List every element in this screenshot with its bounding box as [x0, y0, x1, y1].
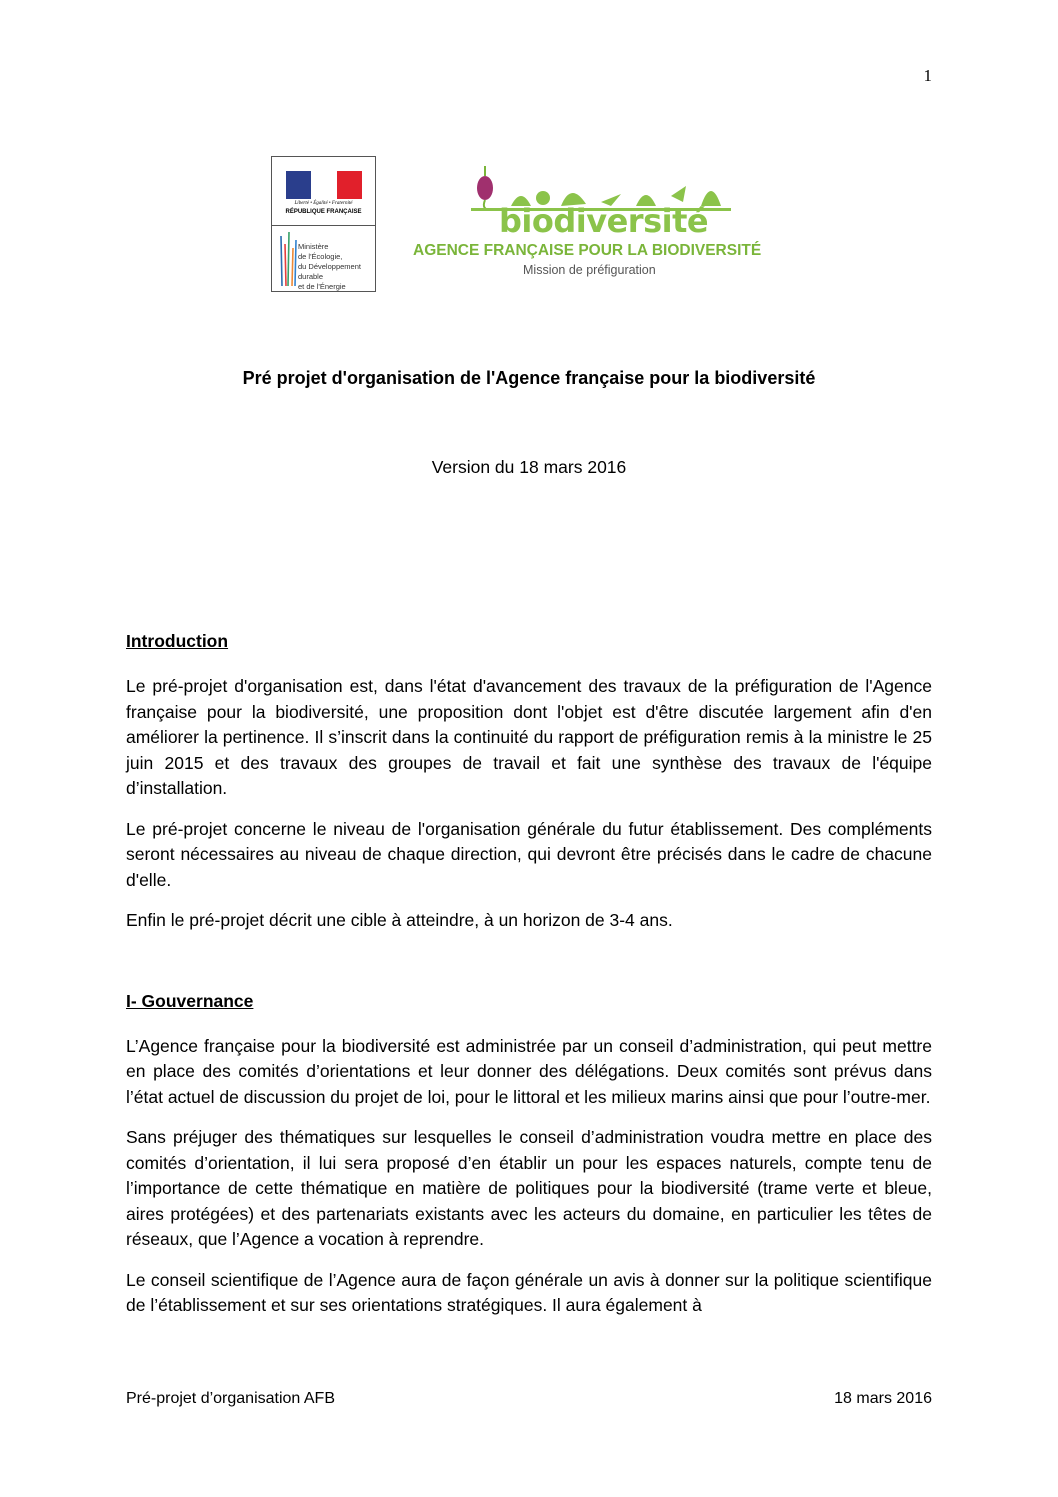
french-flag-icon	[286, 171, 362, 199]
republic-name: RÉPUBLIQUE FRANÇAISE	[285, 209, 362, 215]
ministry-block	[272, 226, 375, 292]
document-title: Pré projet d'organisation de l'Agence française pour la biodiversité	[242, 368, 816, 388]
paragraph: Le conseil scientifique de l’Agence aura de façon générale un avis à donner sur la politique scientifique de l’établissement et sur ses orientations stratégiques. Il aura également à	[126, 1269, 932, 1315]
paragraph: Enfin le pré-projet décrit une cible à atteindre, à un horizon de 3-4 ans.	[126, 910, 673, 930]
document-version: Version du 18 mars 2016	[431, 457, 627, 477]
afb-agency-name: AGENCE FRANÇAISE POUR LA BIODIVERSITÉ	[413, 242, 762, 259]
afb-mission-tagline: Mission de préfiguration	[523, 263, 656, 277]
section-spacer	[126, 949, 932, 988]
page-number: 1	[923, 66, 932, 85]
marianne-block	[272, 157, 375, 226]
paragraph: Sans préjuger des thématiques sur lesquelles le conseil d’administration voudra mettre en place des comités d’orientation, il lui sera proposé d’en établir un pour les espaces naturels, compte tenu de l’importance de cette thématique en matière de politiques pour la biodiversité (trame verte et bleue, aires protégées) et des partenariats existants avec les acteurs du domaine, en particulier les têtes de réseaux, que l’Agence a vocation à reprendre.	[126, 1127, 932, 1249]
paragraph: Le pré-projet concerne le niveau de l'organisation générale du futur établissement. Des compléments seront nécessaires au niveau de chaque direction, qui devront être précisés dans le cadre de chacune d'elle.	[126, 818, 932, 890]
government-logo	[271, 156, 376, 292]
republic-motto: Liberté • Égalité • Fraternité	[294, 201, 353, 206]
paragraph: Le pré-projet d'organisation est, dans l'état d'avancement des travaux de la préfiguration de l'Agence française pour la biodiversité, une proposition dont l'objet est d'être discutée largement afin d'en améliorer la pertinence. Il s’inscrit dans la continuité du rapport de préfiguration remis à la ministre le 25 juin 2015 et des travaux des groupes de travail et fait une synthèse des travaux de l'équipe d’installation.	[126, 676, 932, 798]
afb-wordmark: biodiversité	[499, 202, 709, 240]
footer-document-name: Pré-projet d’organisation AFB	[126, 1390, 335, 1407]
footer-date: 18 mars 2016	[834, 1390, 932, 1407]
paragraph: L’Agence française pour la biodiversité est administrée par un conseil d’administration, qui peut mettre en place des comités d’orientations et leur donner des délégations. Deux comités sont prévus dans l’état actuel de discussion du projet de loi, pour le littoral et les milieux marins ainsi que pour l’outre-mer.	[126, 1035, 932, 1107]
document-body	[126, 628, 932, 1334]
header-logos	[271, 156, 791, 296]
ministry-name: Ministère de l'Écologie, du Développement durable et de l'Énergie	[298, 242, 361, 291]
ministry-stripes-icon	[278, 230, 298, 286]
section-heading-gouvernance: I- Gouvernance	[126, 990, 254, 1011]
section-heading-introduction: Introduction	[126, 631, 229, 651]
afb-logo	[411, 166, 791, 281]
